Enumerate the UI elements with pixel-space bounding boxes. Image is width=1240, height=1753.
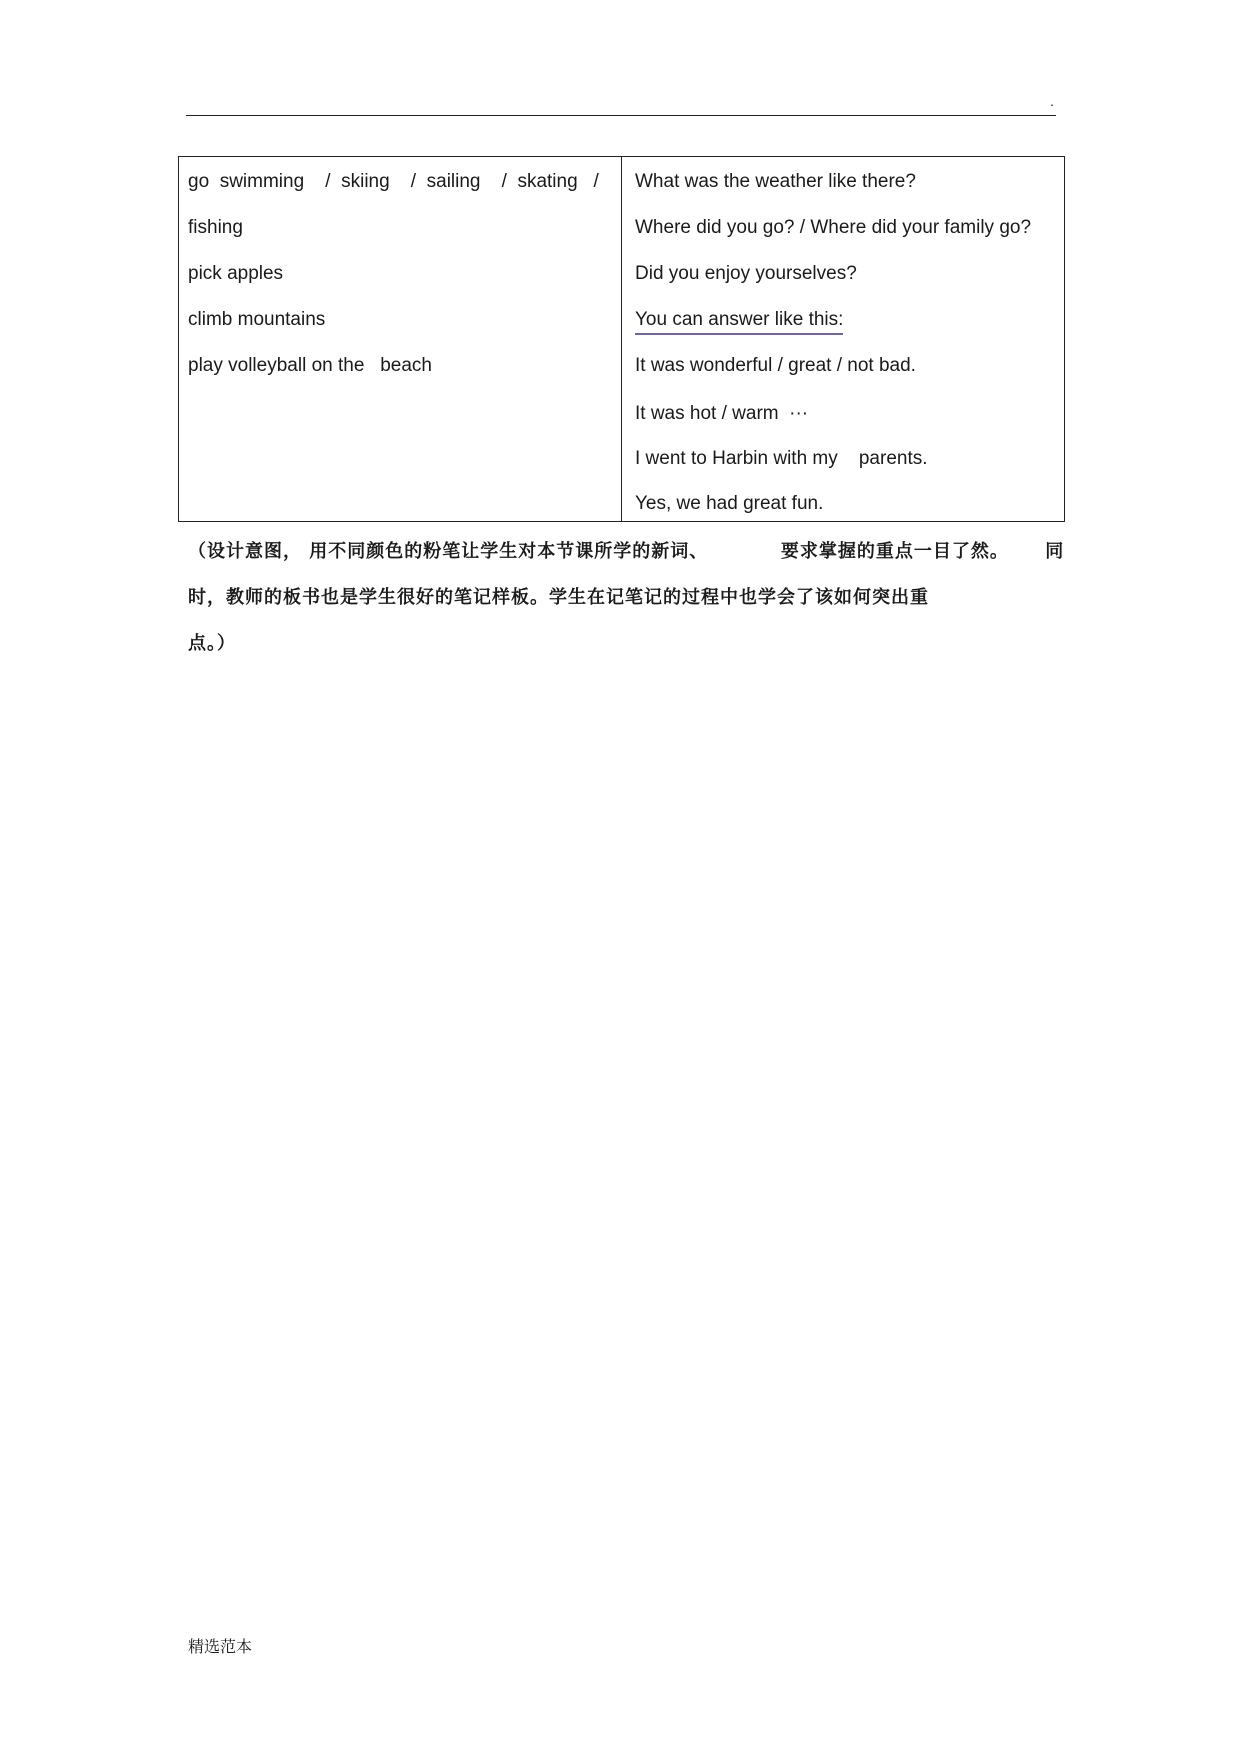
vocabulary-line: climb mountains [188,309,326,330]
header-rule [186,115,1056,116]
answer-line: It was hot / warm ··· [635,403,809,424]
vocabulary-line: play volleyball on the beach [188,355,432,376]
vocabulary-line: go swimming / skiing / sailing / skating / [188,171,599,192]
answer-line: It was wonderful / great / not bad. [635,355,916,376]
vocabulary-line: fishing [188,217,243,238]
answer-heading: You can answer like this: [635,308,843,335]
vocabulary-column [179,157,622,521]
design-intent-note: 点。） [188,633,236,654]
question-line: What was the weather like there? [635,171,916,192]
question-line: Where did you go? / Where did your family go? [635,217,1032,238]
header-mark: . [1050,93,1054,109]
blackboard-design-table [178,156,1065,522]
sentences-column [622,157,1064,521]
question-line: Did you enjoy yourselves? [635,263,857,284]
vocabulary-line: pick apples [188,263,284,284]
answer-line: Yes, we had great fun. [635,493,824,514]
design-intent-note: 时，教师的板书也是学生很好的笔记样板。学生在记笔记的过程中也学会了该如何突出重 [188,587,929,608]
design-intent-note: （设计意图， 用不同颜色的粉笔让学生对本节课所学的新词、 要求掌握的重点一目了然。 同 [188,541,1065,562]
page-footer: 精选范本 [188,1637,253,1656]
answer-line: I went to Harbin with my parents. [635,448,928,469]
